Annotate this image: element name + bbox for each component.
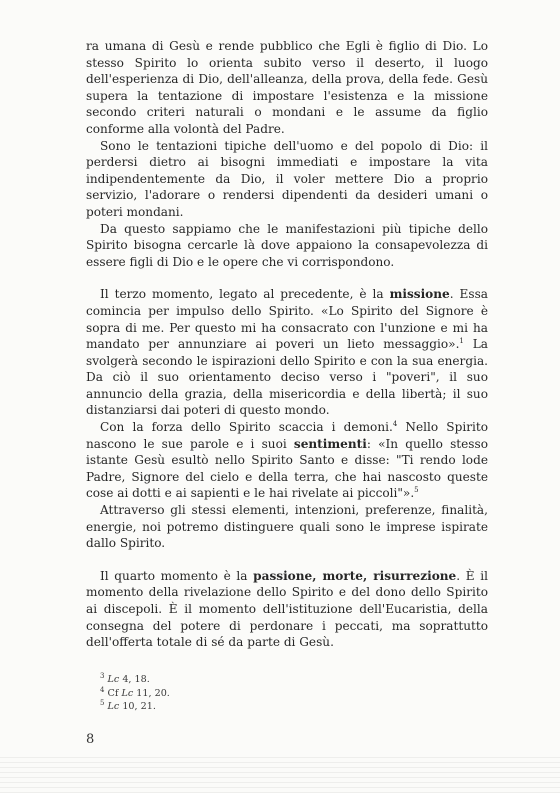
footnote: $^5$ Lc 10, 21. (100, 699, 156, 713)
footnote-ref: 5 (414, 486, 419, 495)
page-number: 8 (86, 732, 95, 747)
keyword-passione: passione, morte, risurrezione (253, 568, 457, 583)
scan-edge (0, 753, 560, 793)
keyword-sentimenti: sentimenti (293, 436, 367, 451)
footnote-ref: 4 (392, 420, 398, 429)
paragraph-2: Sono le tentazioni tipiche dell'uomo e del popolo di Dio: il perdersi dietro ai bisogni immediati e impostare la vita indipendentemente da Dio, il voler mettere Dio a proprio servizio, l'adorare o rendersi dipendenti da desideri umani o poteri mondani. (86, 138, 488, 219)
paragraph-1: ra umana di Gesù e rende pubblico che Egli è figlio di Dio. Lo stesso Spirito lo orienta subito verso il deserto, il luogo dell'esperienza di Dio, dell'alleanza, della prova, della fede. Gesù supera la tentazione di impostare l'esistenza e la missione secondo criteri naturali o mondani e le assume da figlio conforme alla volontà del Padre. (86, 39, 488, 136)
paragraph-5: Con la forza dello Spirito scaccia i demoni.$^4$ Nello Spirito nascono le sue parole e i suoi sentimenti: «In quello stesso istante Gesù esultò nello Spirito Santo e disse: "Ti rendo lode Padre, Signore del cielo e della terra, che hai nascosto queste cose ai dotti e ai sapienti e le hai rivelate ai piccoli"».$^5$ (86, 420, 489, 501)
paragraph-4: Il terzo momento, legato al precedente, è la missione. Essa comincia per impulso dello Spirito. «Lo Spirito del Signore è sopra di me. Per questo mi ha consacrato con l'unzione e mi ha mandato per annunziare ai poveri un lieto messaggio».$^1$ La svolgerà secondo le ispirazioni dello Spirito e con la sua energia. Da ciò il suo orientamento deciso verso i "poveri", il suo annuncio della grazia, della misericordia e della libertà; il suo distanziarsi dai poteri di questo mondo. (86, 287, 488, 418)
footnote: $^3$ Lc 4, 18. (100, 671, 150, 685)
footnotes (100, 673, 320, 714)
paragraph-7: Il quarto momento è la passione, morte, risurrezione. È il momento della rivelazione dello Spirito e del dono dello Spirito ai discepoli. È il momento dell'istituzione dell'Eucaristia, della consegna del potere di perdonare i peccati, ma soprattutto dell'offerta totale di sé da parte di Gesù. (86, 568, 488, 650)
paragraph-3: Da questo sappiamo che le manifestazioni più tipiche dello Spirito bisogna cercarle là dove appaiono la consapevolezza di essere figli di Dio e le opere che vi corrispondono. (86, 221, 488, 269)
body-text (86, 38, 488, 651)
paragraph-6: Attraverso gli stessi elementi, intenzioni, preferenze, finalità, energie, noi potremo distinguere quali sono le imprese ispirate dallo Spirito. (86, 503, 488, 551)
footnote-ref: 1 (459, 337, 464, 346)
keyword-missione: missione (389, 287, 450, 302)
footnote: $^4$ Cf Lc 11, 20. (100, 685, 170, 699)
